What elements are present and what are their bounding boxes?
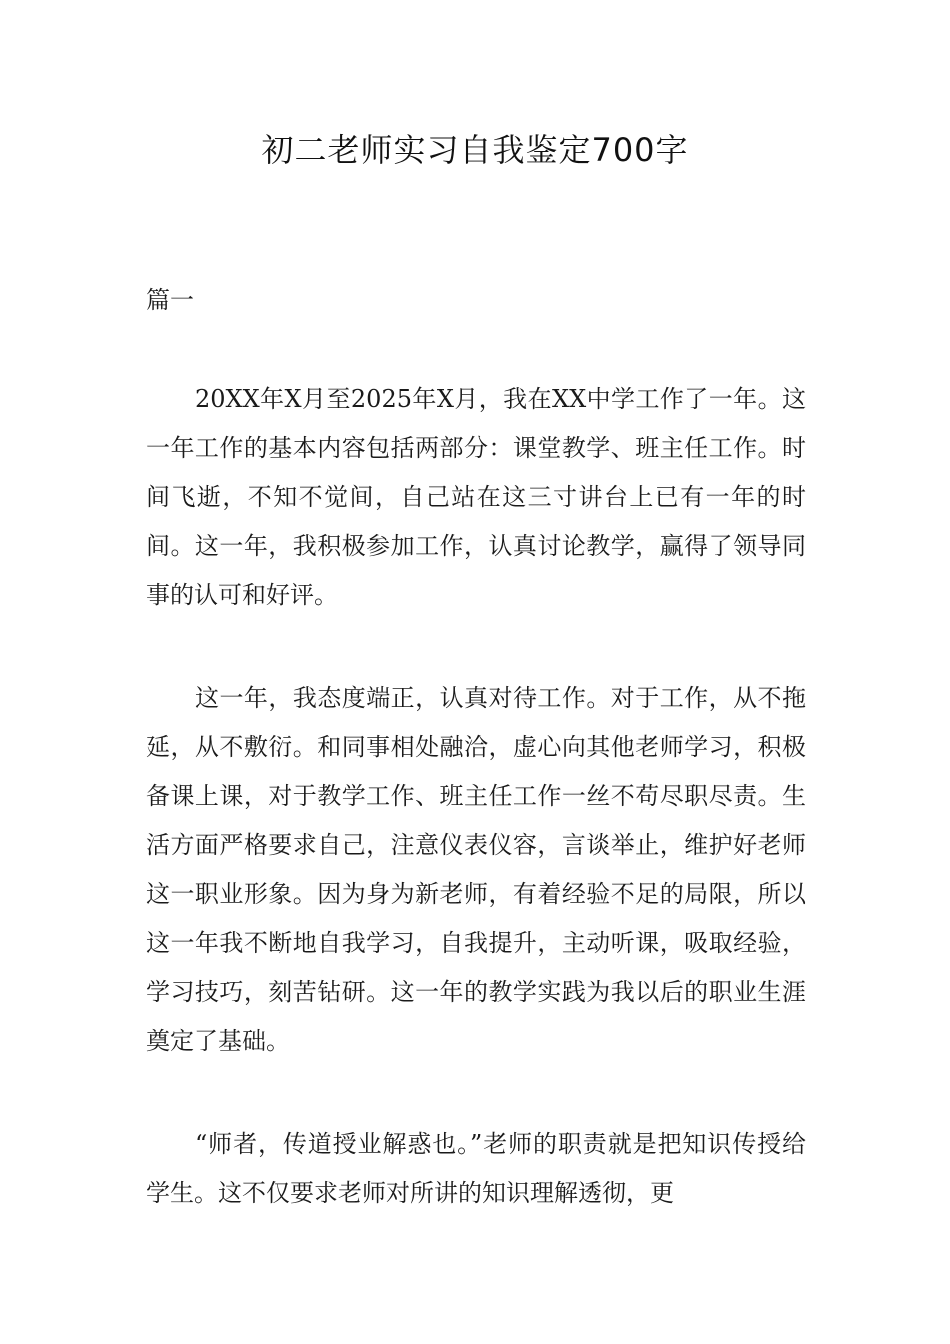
paragraph-2: 这一年，我态度端正，认真对待工作。对于工作，从不拖延，从不敷衍。和同事相处融洽，虚心向其他老师学习，积极备课上课，对于教学工作、班主任工作一丝不苟尽职尽责。生活方面严格要求自己，注意仪表仪容，言谈举止，维护好老师这一职业形象。因为身为新老师，有着经验不足的局限，所以这一年我不断地自我学习，自我提升，主动听课，吸取经验，学习技巧，刻苦钻研。这一年的教学实践为我以后的职业生涯奠定了基础。 — [146, 684, 806, 1055]
document-title: 初二老师实习自我鉴定700字 — [261, 131, 689, 169]
paragraph-3: “师者，传道授业解惑也。”老师的职责就是把知识传授给学生。这不仅要求老师对所讲的知识理解透彻，更 — [146, 1130, 806, 1207]
paragraph-1: 20XX年X月至2025年X月，我在XX中学工作了一年。这一年工作的基本内容包括两部分：课堂教学、班主任工作。时间飞逝，不知不觉间，自己站在这三寸讲台上已有一年的时间。这一年，我积极参加工作，认真讨论教学，赢得了领导同事的认可和好评。 — [146, 385, 806, 609]
section-label: 篇一 — [146, 286, 194, 314]
